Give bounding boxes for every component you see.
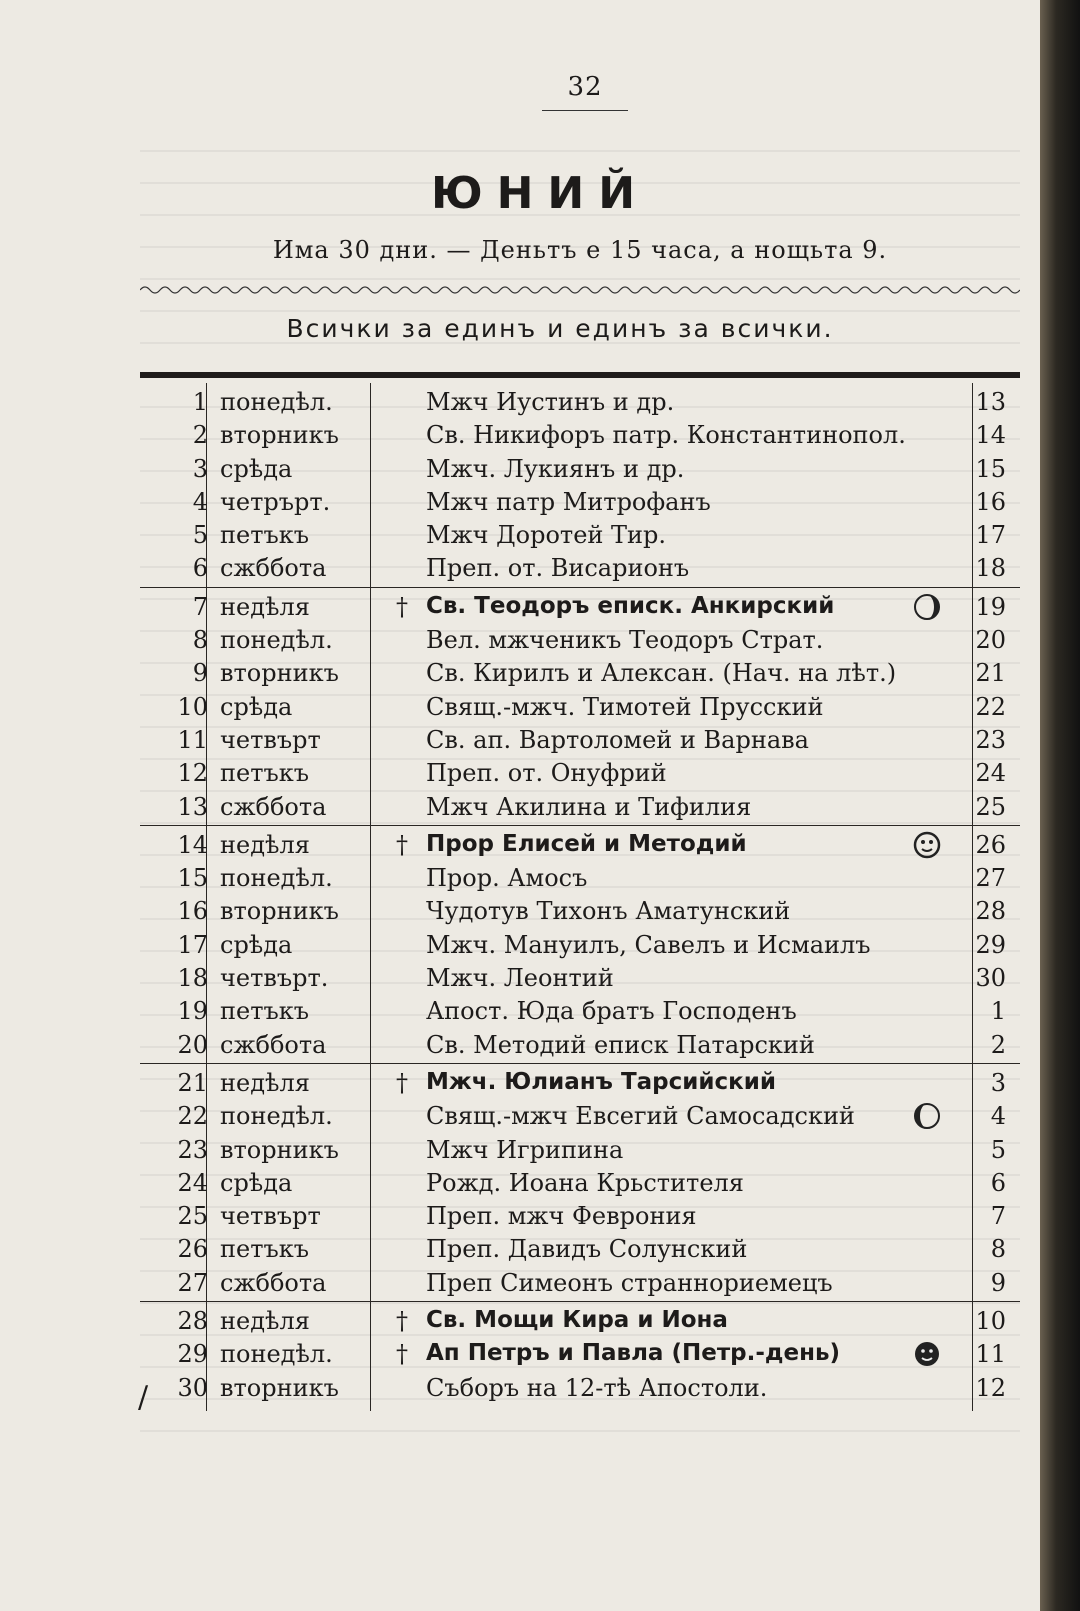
old-style-date: 12: [975, 1373, 1006, 1402]
weekday: понедѣл.: [220, 1340, 333, 1369]
weekday: понедѣл.: [220, 626, 333, 655]
day-number: 22: [177, 1102, 208, 1131]
wavy-divider: [140, 284, 1020, 296]
calendar-row: [140, 1099, 1020, 1132]
calendar-row: [140, 1371, 1020, 1404]
day-number: 7: [192, 592, 208, 621]
page-number-rule: [542, 110, 628, 111]
saint-name: Мжч. Леонтий: [426, 964, 614, 993]
calendar-row: [140, 656, 1020, 689]
saint-name: Св. Кирилъ и Алексан. (Нач. на лѣт.): [426, 659, 897, 688]
old-style-date: 10: [975, 1307, 1006, 1336]
day-number: 11: [177, 725, 208, 754]
old-style-date: 6: [990, 1168, 1006, 1197]
old-style-date: 25: [975, 792, 1006, 821]
week-group: [140, 826, 1020, 1064]
day-number: 5: [192, 521, 208, 550]
last-quarter-moon-icon: [910, 1102, 944, 1136]
week-group: [140, 1064, 1020, 1302]
saint-name: Прор Елисей и Методий: [426, 830, 747, 857]
old-style-date: 17: [975, 521, 1006, 550]
saint-name: Свящ.-мжч Евсегий Самосадский: [426, 1102, 855, 1131]
calendar-row: [140, 828, 1020, 861]
calendar-row: [140, 861, 1020, 894]
calendar-row: [140, 723, 1020, 756]
old-style-date: 19: [975, 592, 1006, 621]
calendar-row: [140, 756, 1020, 789]
weekday: недѣля: [220, 1307, 310, 1336]
saint-name: Преп Симеонъ страннориемецъ: [426, 1268, 833, 1297]
week-group: [140, 1302, 1020, 1406]
day-number: 29: [177, 1340, 208, 1369]
calendar-row: [140, 928, 1020, 961]
weekday: вторникъ: [220, 1135, 339, 1164]
saint-name: Мжч патр Митрофанъ: [426, 487, 711, 516]
old-style-date: 15: [975, 454, 1006, 483]
old-style-date: 8: [990, 1235, 1006, 1264]
weekday: сжббота: [220, 1030, 327, 1059]
old-style-date: 14: [975, 421, 1006, 450]
day-number: 13: [177, 792, 208, 821]
day-number: 14: [177, 830, 208, 859]
weekday: недѣля: [220, 1068, 310, 1097]
calendar-row: [140, 1028, 1020, 1061]
old-style-date: 21: [975, 659, 1006, 688]
old-style-date: 9: [990, 1268, 1006, 1297]
day-number: 24: [177, 1168, 208, 1197]
old-style-date: 3: [990, 1068, 1006, 1097]
calendar-row: [140, 790, 1020, 823]
saint-name: Преп. мжч Феврония: [426, 1202, 697, 1231]
feast-cross: †: [396, 1307, 408, 1336]
day-number: 1: [192, 388, 208, 416]
old-style-date: 2: [990, 1030, 1006, 1059]
old-style-date: 29: [975, 930, 1006, 959]
calendar-row: [140, 1199, 1020, 1232]
page-number: 32: [567, 72, 603, 102]
saint-name: Свящ.-мжч. Тимотей Прусский: [426, 692, 824, 721]
weekday: понедѣл.: [220, 1102, 333, 1131]
weekday: петъкъ: [220, 759, 310, 788]
book-spine-shadow: [1040, 0, 1080, 1611]
day-number: 3: [192, 454, 208, 483]
calendar-row: [140, 1232, 1020, 1265]
day-number: 21: [177, 1068, 208, 1097]
old-style-date: 26: [975, 830, 1006, 859]
old-style-date: 27: [975, 864, 1006, 893]
calendar-row: [140, 1133, 1020, 1166]
day-number: 15: [177, 864, 208, 893]
old-style-date: 16: [975, 487, 1006, 516]
saint-name: Мжч Иустинъ и др.: [426, 388, 675, 416]
old-style-date: 28: [975, 897, 1006, 926]
margin-mark: /: [138, 1380, 149, 1415]
saint-name: Мжч. Лукиянъ и др.: [426, 454, 685, 483]
old-style-date: 1: [990, 997, 1006, 1026]
weekday: понедѣл.: [220, 864, 333, 893]
day-number: 19: [177, 997, 208, 1026]
old-style-date: 22: [975, 692, 1006, 721]
day-number: 9: [192, 659, 208, 688]
old-style-date: 7: [990, 1202, 1006, 1231]
week-group: [140, 383, 1020, 588]
weekday: сжббота: [220, 792, 327, 821]
saint-name: Св. Теодоръ еписк. Анкирский: [426, 592, 835, 619]
feast-cross: †: [396, 830, 408, 859]
calendar-table: [140, 383, 1020, 1406]
day-number: 25: [177, 1202, 208, 1231]
saint-name: Ап Петръ и Павла (Петр.-день): [426, 1340, 841, 1367]
weekday: срѣда: [220, 692, 293, 721]
first-quarter-moon-icon: [910, 593, 944, 627]
weekday: срѣда: [220, 454, 293, 483]
day-number: 27: [177, 1268, 208, 1297]
week-group: [140, 588, 1020, 826]
day-number: 10: [177, 692, 208, 721]
weekday: срѣда: [220, 1168, 293, 1197]
calendar-row: [140, 418, 1020, 451]
old-style-date: 23: [975, 725, 1006, 754]
calendar-row: [140, 452, 1020, 485]
day-number: 23: [177, 1135, 208, 1164]
weekday: четвърт.: [220, 964, 329, 993]
old-style-date: 5: [990, 1135, 1006, 1164]
calendar-row: [140, 385, 1020, 418]
day-number: 12: [177, 759, 208, 788]
calendar-row: [140, 518, 1020, 551]
saint-name: Чудотув Тихонъ Аматунский: [426, 897, 791, 926]
saint-name: Мжч Игрипина: [426, 1135, 624, 1164]
feast-cross: †: [396, 1068, 408, 1097]
weekday: вторникъ: [220, 897, 339, 926]
saint-name: Св. Методий еписк Патарский: [426, 1030, 815, 1059]
day-number: 30: [177, 1373, 208, 1402]
weekday: вторникъ: [220, 1373, 339, 1402]
old-style-date: 20: [975, 626, 1006, 655]
weekday: петъкъ: [220, 521, 310, 550]
weekday: вторникъ: [220, 421, 339, 450]
calendar-row: [140, 894, 1020, 927]
new-moon-icon: [910, 1340, 944, 1374]
day-number: 16: [177, 897, 208, 926]
calendar-row: [140, 485, 1020, 518]
weekday: недѣля: [220, 592, 310, 621]
day-number: 4: [192, 487, 208, 516]
calendar-row: [140, 623, 1020, 656]
weekday: четвърт: [220, 1202, 321, 1231]
day-number: 17: [177, 930, 208, 959]
weekday: сжббота: [220, 554, 327, 583]
feast-cross: †: [396, 1340, 408, 1369]
calendar-row: [140, 1337, 1020, 1370]
saint-name: Съборъ на 12-тѣ Апостоли.: [426, 1373, 768, 1402]
motto: Всички за единъ и единъ за всички.: [286, 314, 834, 343]
weekday: вторникъ: [220, 659, 339, 688]
month-info: Има 30 дни. — Деньтъ е 15 часа, а нощьта 9.: [272, 236, 888, 264]
calendar-row: [140, 1266, 1020, 1299]
old-style-date: 30: [975, 964, 1006, 993]
saint-name: Мжч. Мануилъ, Савелъ и Исмаилъ: [426, 930, 871, 959]
day-number: 26: [177, 1235, 208, 1264]
old-style-date: 24: [975, 759, 1006, 788]
saint-name: Преп. от. Онуфрий: [426, 759, 667, 788]
calendar-row: [140, 1066, 1020, 1099]
month-title: ЮНИЙ: [430, 168, 650, 219]
weekday: понедѣл.: [220, 388, 333, 416]
weekday: петъкъ: [220, 997, 310, 1026]
day-number: 2: [192, 421, 208, 450]
day-number: 8: [192, 626, 208, 655]
saint-name: Св. ап. Вартоломей и Варнава: [426, 725, 809, 754]
saint-name: Прор. Амосъ: [426, 864, 588, 893]
saint-name: Преп. от. Висарионъ: [426, 554, 690, 583]
saint-name: Мжч Доротей Тир.: [426, 521, 667, 550]
table-top-rule: [140, 372, 1020, 378]
calendar-row: [140, 994, 1020, 1027]
saint-name: Преп. Давидъ Солунский: [426, 1235, 748, 1264]
saint-name: Вел. мжченикъ Теодоръ Страт.: [426, 626, 824, 655]
feast-cross: †: [396, 592, 408, 621]
full-moon-icon: [910, 831, 944, 865]
saint-name: Мжч Акилина и Тифилия: [426, 792, 752, 821]
old-style-date: 11: [975, 1340, 1006, 1369]
calendar-row: [140, 590, 1020, 623]
day-number: 28: [177, 1307, 208, 1336]
old-style-date: 18: [975, 554, 1006, 583]
weekday: четвърт: [220, 725, 321, 754]
weekday: недѣля: [220, 830, 310, 859]
saint-name: Мжч. Юлианъ Тарсийский: [426, 1068, 776, 1095]
old-style-date: 13: [975, 388, 1006, 416]
day-number: 18: [177, 964, 208, 993]
calendar-row: [140, 690, 1020, 723]
weekday: петъкъ: [220, 1235, 310, 1264]
saint-name: Апост. Юда братъ Господенъ: [426, 997, 797, 1026]
day-number: 6: [192, 554, 208, 583]
calendar-row: [140, 551, 1020, 584]
weekday: срѣда: [220, 930, 293, 959]
calendar-row: [140, 1304, 1020, 1337]
saint-name: Рожд. Иоана Крьстителя: [426, 1168, 744, 1197]
saint-name: Св. Мощи Кира и Иона: [426, 1307, 728, 1334]
saint-name: Св. Никифоръ патр. Константинопол.: [426, 421, 906, 450]
weekday: четрърт.: [220, 487, 331, 516]
calendar-row: [140, 1166, 1020, 1199]
calendar-row: [140, 961, 1020, 994]
old-style-date: 4: [990, 1102, 1006, 1131]
weekday: сжббота: [220, 1268, 327, 1297]
day-number: 20: [177, 1030, 208, 1059]
